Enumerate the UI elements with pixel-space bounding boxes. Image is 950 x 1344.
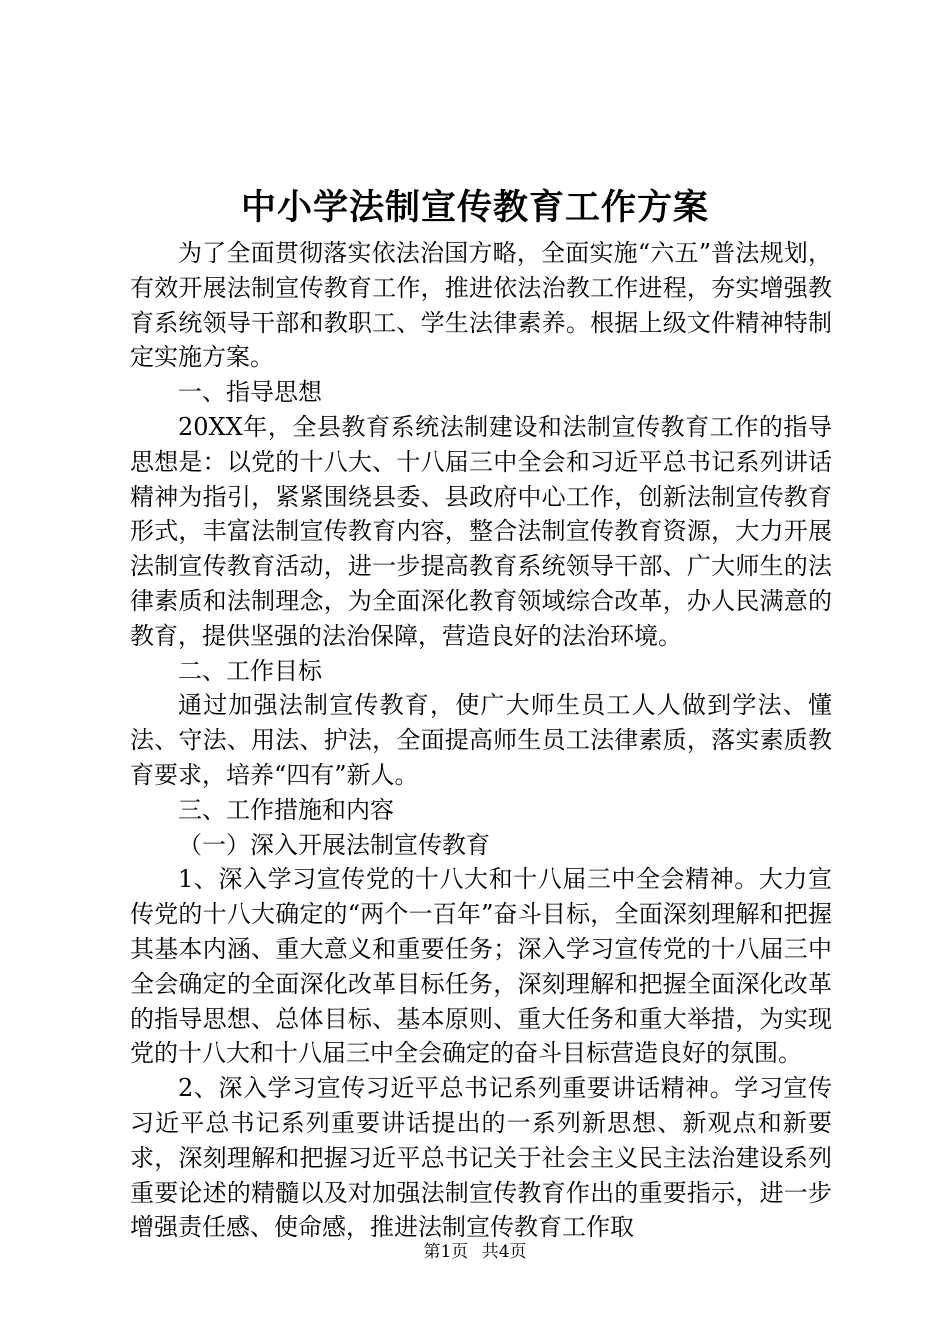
guiding-thought-paragraph: 20XX年，全县教育系统法制建设和法制宣传教育工作的指导思想是：以党的十八大、十八届三中全会和习近平总书记系列讲话精神为指引，紧紧围绕县委、县政府中心工作，创新法制宣传教育形式，丰富法制宣传教育内容，整合法制宣传教育资源，大力开展法制宣传教育活动，进一步提高教育系统领导干部、广大师生的法律素质和法制理念，为全面深化教育领域综合改革，办人民满意的教育，提供坚强的法治保障，营造良好的法治环境。	[130, 412, 832, 650]
intro-paragraph: 为了全面贯彻落实依法治国方略，全面实施“六五”普法规划，有效开展法制宣传教育工作，推进依法治教工作进程，夯实增强教育系统领导干部和教职工、学生法律素养。根据上级文件精神特制定实施方案。	[130, 239, 832, 372]
subsection-heading-1: （一）深入开展法制宣传教育	[178, 830, 490, 859]
measure-item-2: 2、深入学习宣传习近平总书记系列重要讲话精神。学习宣传习近平总书记系列重要讲话提出的一系列新思想、新观点和新要求，深刻理解和把握习近平总书记关于社会主义民主法治建设系列重要论述的精髓以及对加强法制宣传教育作出的重要指示，进一步增强责任感、使命感，推进法制宣传教育工作取	[130, 1074, 832, 1242]
document-title: 中小学法制宣传教育工作方案	[240, 187, 709, 228]
page-total: 共4页	[481, 1242, 527, 1262]
work-goals-paragraph: 通过加强法制宣传教育，使广大师生员工人人做到学法、懂法、守法、用法、护法，全面提高师生员工法律素质，落实素质教育要求，培养“四有”新人。	[130, 691, 832, 789]
page-footer	[0, 1240, 950, 1264]
measure-item-1: 1、深入学习宣传党的十八大和十八届三中全会精神。大力宣传党的十八大确定的“两个一百年”奋斗目标，全面深刻理解和把握其基本内涵、重大意义和重要任务；深入学习宣传党的十八届三中全会确定的全面深化改革目标任务，深刻理解和把握全面深化改革的指导思想、总体目标、基本原则、重大任务和重大举措，为实现党的十八大和十八届三中全会确定的奋斗目标营造良好的氛围。	[130, 865, 832, 1068]
section-heading-work-goals: 二、工作目标	[178, 656, 322, 685]
document-body	[130, 236, 832, 1245]
section-heading-measures: 三、工作措施和内容	[178, 795, 394, 824]
section-heading-guiding-thought: 一、指导思想	[178, 378, 322, 407]
page-number: 第1页	[423, 1242, 469, 1262]
